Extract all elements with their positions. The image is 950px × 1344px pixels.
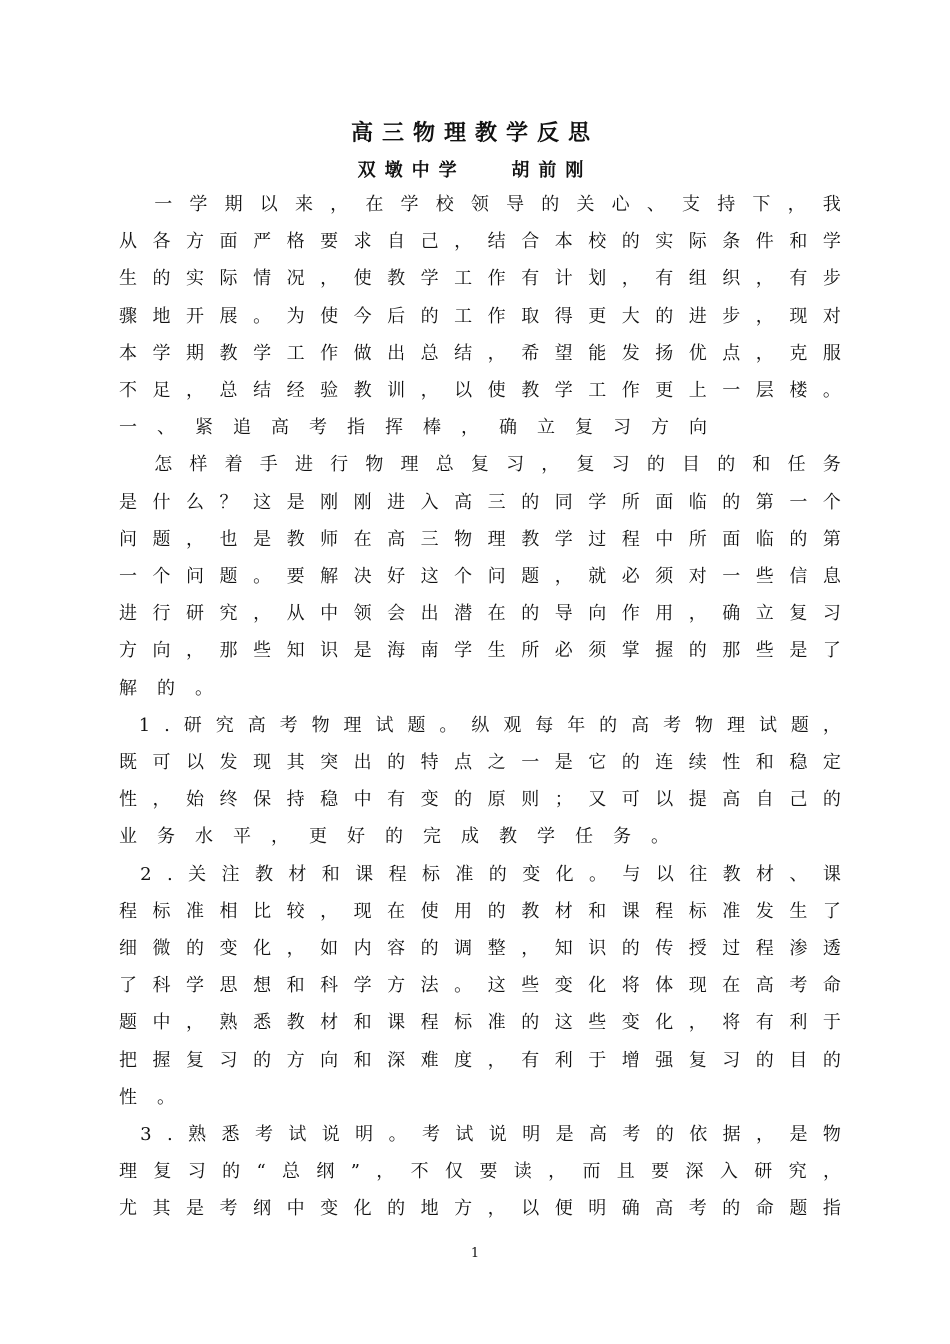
text-line: 从 各 方 面 严 格 要 求 自 己 ， 结 合 本 校 的 实 际 条 件 和 学 (119, 231, 841, 253)
text-line: 解 的 。 (119, 677, 233, 699)
text-line: 一 个 问 题 。 要 解 决 好 这 个 问 题 ， 就 必 须 对 一 些 信 息 (119, 566, 841, 587)
text-line: 是 什 么 ？ 这 是 刚 刚 进 入 高 三 的 同 学 所 面 临 的 第 一 个 (119, 491, 841, 513)
author-line: 双墩中学 胡前刚 (357, 160, 593, 181)
text-line: 程 标 准 相 比 较 ， 现 在 使 用 的 教 材 和 课 程 标 准 发 生 了 (119, 900, 841, 922)
text-line: 题 中 ， 熟 悉 教 材 和 课 程 标 准 的 这 些 变 化 ， 将 有 利 于 (119, 1012, 841, 1034)
text-line: 进 行 研 究 ， 从 中 领 会 出 潜 在 的 导 向 作 用 ， 确 立 复 习 (119, 603, 841, 625)
text-line: 尤 其 是 考 纲 中 变 化 的 地 方 ， 以 便 明 确 高 考 的 命 题 指 (119, 1198, 841, 1220)
text-line: 一 、 紧 追 高 考 指 挥 棒 ， 确 立 复 习 方 向 (119, 417, 727, 439)
text-line: 生 的 实 际 情 况 ， 使 教 学 工 作 有 计 划 ， 有 组 织 ， 有 步 (119, 268, 841, 290)
text-line: 不 足 ， 总 结 经 验 教 训 ， 以 使 教 学 工 作 更 上 一 层 楼 。 (119, 380, 841, 401)
text-line: 业 务 水 平 ， 更 好 的 完 成 教 学 任 务 。 (119, 826, 689, 848)
text-line: 一 学 期 以 来 ， 在 学 校 领 导 的 关 心 、 支 持 下 ， 我 (154, 194, 841, 215)
text-line: 细 微 的 变 化 ， 如 内 容 的 调 整 ， 知 识 的 传 授 过 程 渗 透 (119, 938, 841, 959)
page-number: 1 (470, 1246, 480, 1261)
text-line: 方 向 ， 那 些 知 识 是 海 南 学 生 所 必 须 掌 握 的 那 些 是 了 (119, 640, 841, 662)
text-line: 性 ， 始 终 保 持 稳 中 有 变 的 原 则 ； 又 可 以 提 高 自 己 的 (119, 789, 841, 811)
text-line: 既 可 以 发 现 其 突 出 的 特 点 之 一 是 它 的 连 续 性 和 稳 定 (119, 752, 841, 773)
text-line: 本 学 期 教 学 工 作 做 出 总 结 ， 希 望 能 发 扬 优 点 ， 克 服 (119, 342, 841, 364)
text-line: 1 . 研 究 高 考 物 理 试 题 。 纵 观 每 年 的 高 考 物 理 试 题 ， (138, 714, 841, 736)
text-line: 把 握 复 习 的 方 向 和 深 难 度 ， 有 利 于 增 强 复 习 的 目 的 (119, 1049, 841, 1071)
text-line: 骤 地 开 展 。 为 使 今 后 的 工 作 取 得 更 大 的 进 步 ， 现 对 (119, 305, 841, 327)
text-line: 3 . 熟 悉 考 试 说 明 。 考 试 说 明 是 高 考 的 依 据 ， 是 物 (140, 1124, 841, 1145)
document-title: 高三物理教学反思 (350, 120, 599, 146)
text-line: 2 . 关 注 教 材 和 课 程 标 准 的 变 化 。 与 以 往 教 材 、 课 (140, 863, 841, 885)
text-line: 怎 样 着 手 进 行 物 理 总 复 习 ， 复 习 的 目 的 和 任 务 (154, 454, 841, 476)
text-line: 问 题 ， 也 是 教 师 在 高 三 物 理 教 学 过 程 中 所 面 临 的 第 (119, 528, 841, 550)
text-line: 了 科 学 思 想 和 科 学 方 法 。 这 些 变 化 将 体 现 在 高 考 命 (119, 975, 841, 997)
text-line: 性 。 (119, 1086, 195, 1108)
text-line: 理 复 习 的 “ 总 纲 ” ， 不 仅 要 读 ， 而 且 要 深 入 研 究 ， (119, 1161, 841, 1183)
